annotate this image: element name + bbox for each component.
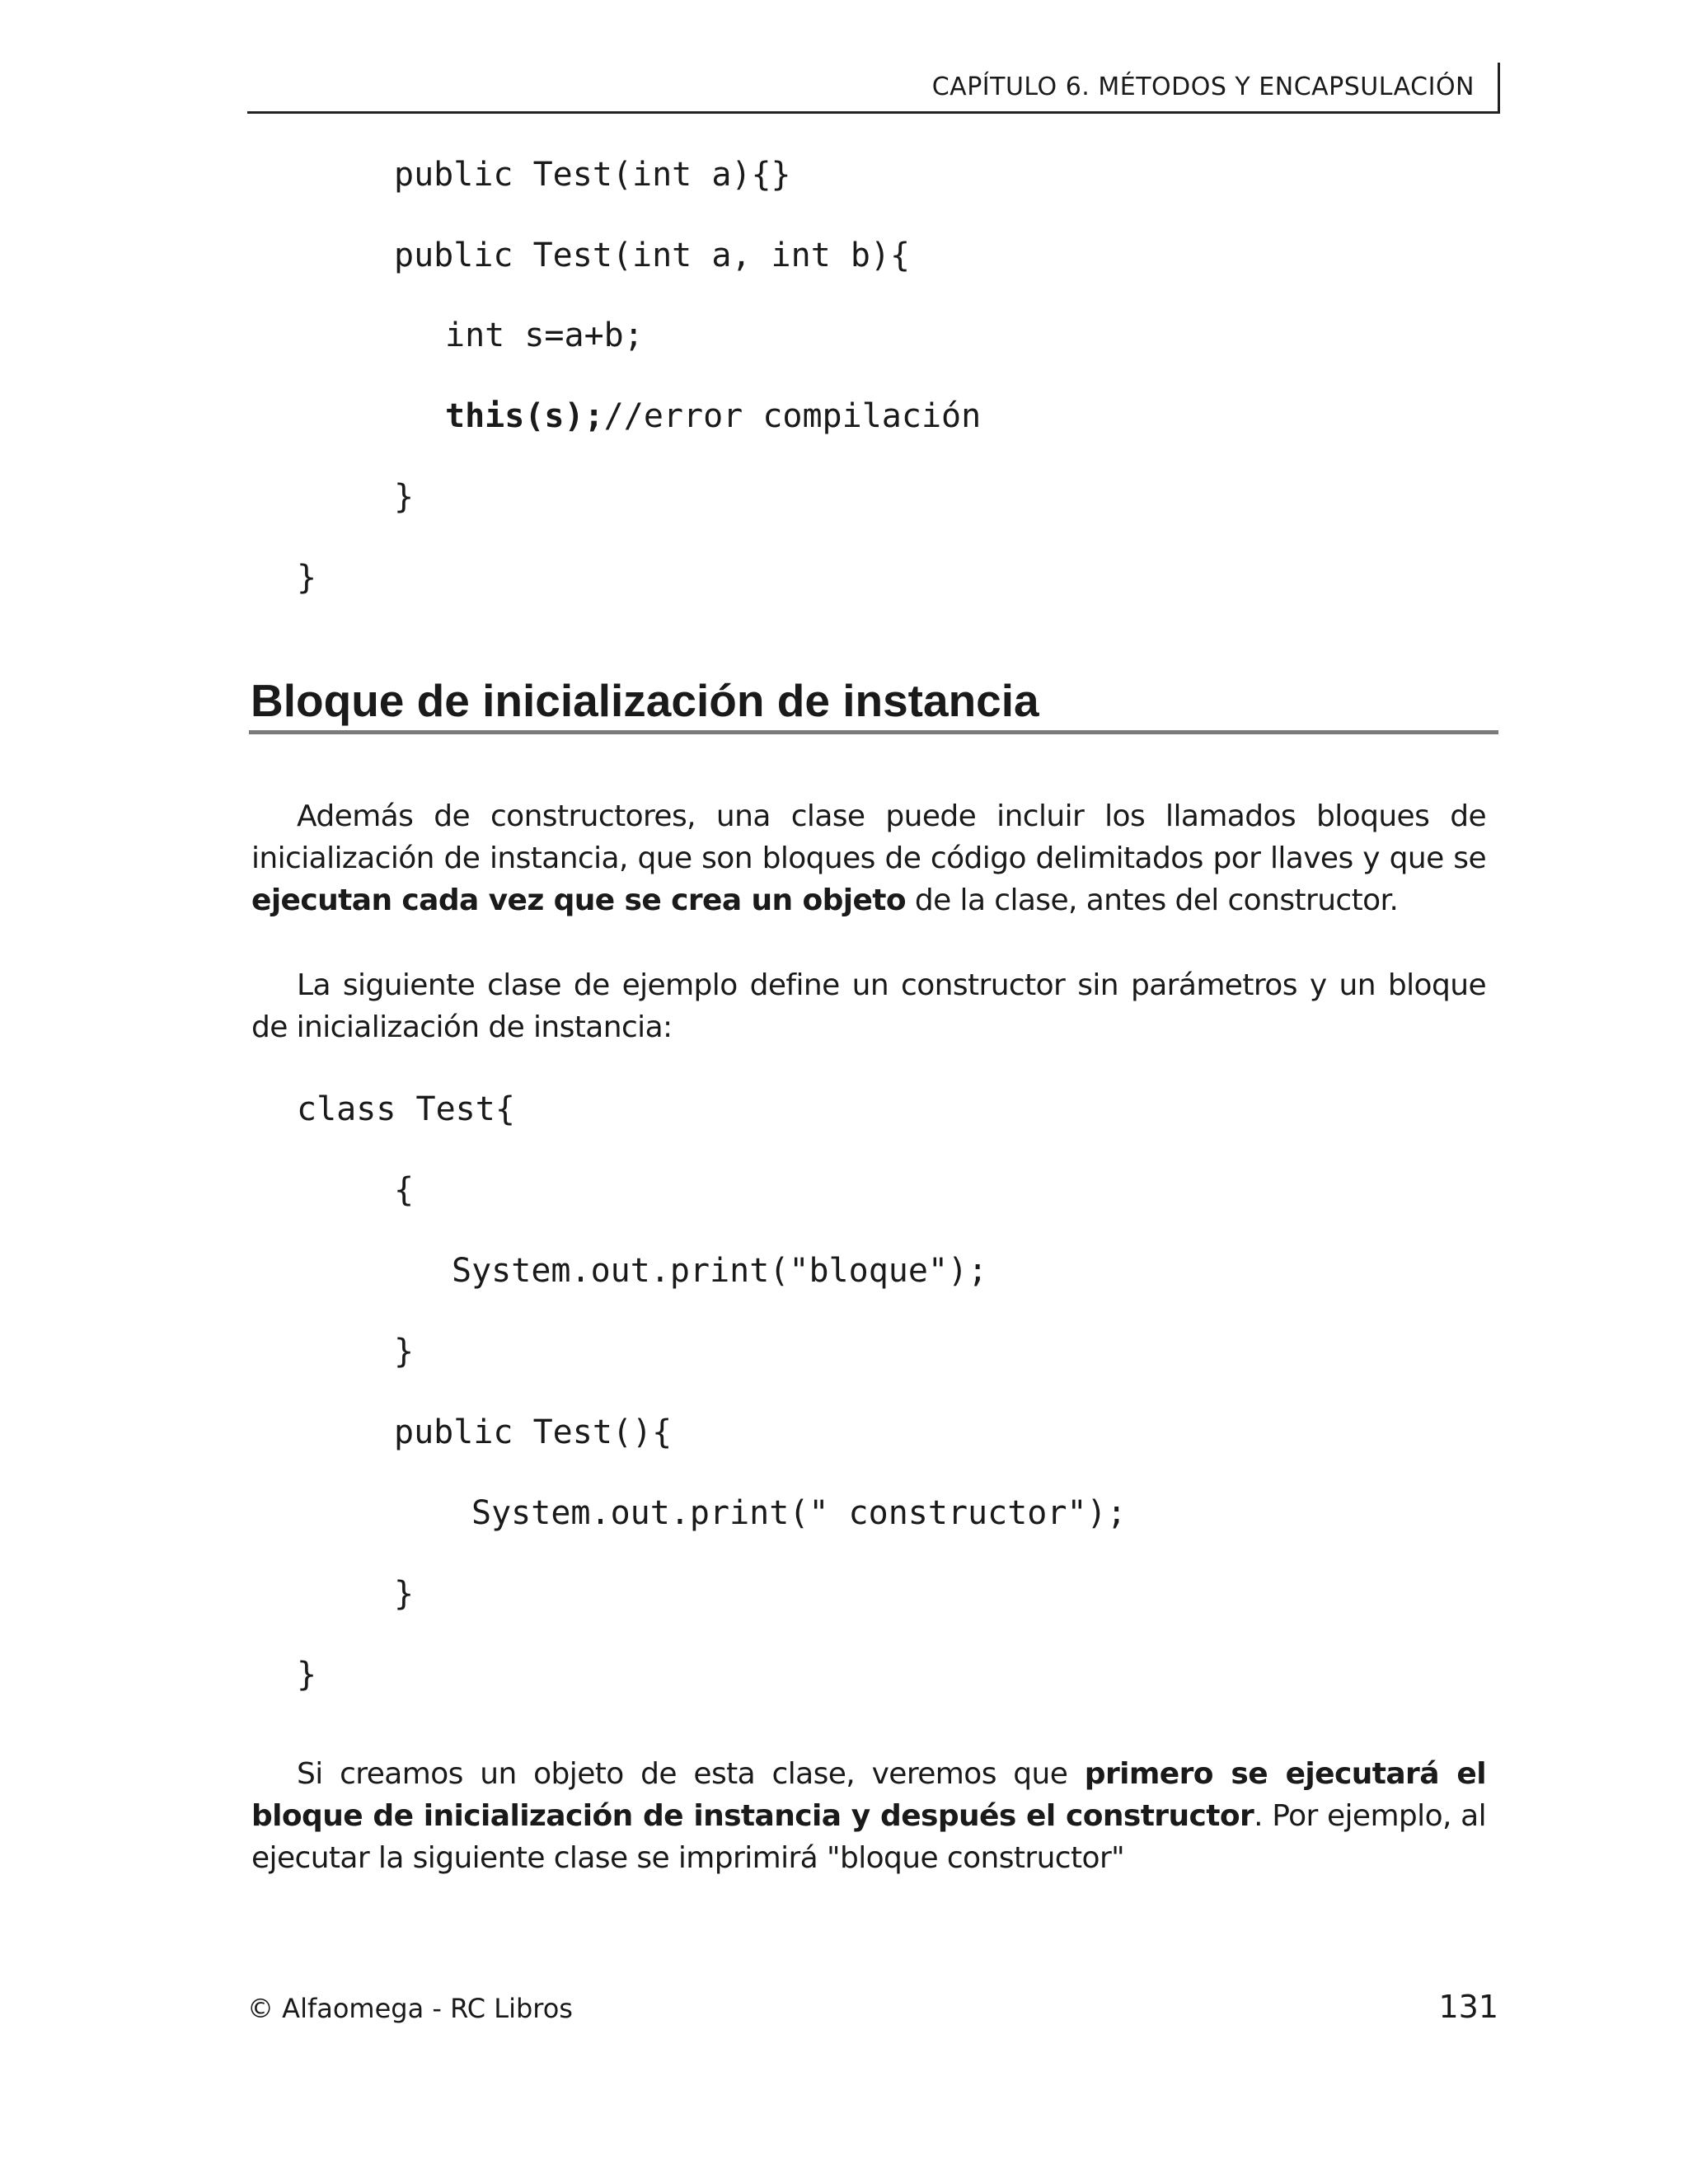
- code-line: public Test(int a, int b){: [394, 237, 911, 274]
- code-line: {: [394, 1171, 415, 1209]
- section-heading: Bloque de inicialización de instancia: [251, 675, 1039, 726]
- paragraph-text: Si creamos un objeto de esta clase, veremos que: [297, 1757, 1085, 1791]
- paragraph-text: . Por ejemplo, al ejecutar la siguiente clase se imprimirá "bloque constructor": [251, 1799, 1486, 1875]
- paragraph-emphasis: ejecutan cada vez que se crea un objeto: [251, 883, 907, 917]
- paragraph-text: La siguiente clase de ejemplo define un constructor sin parámetros y un bloque de inicialización de instancia:: [251, 968, 1486, 1044]
- paragraph: [251, 964, 1486, 1048]
- code-line: }: [297, 1656, 317, 1694]
- heading-underline: [249, 730, 1498, 734]
- code-comment: //error compilación: [603, 397, 982, 435]
- paragraph-text: de la clase, antes del constructor.: [906, 883, 1399, 917]
- code-line: }: [394, 1575, 415, 1613]
- footer-copyright: © Alfaomega - RC Libros: [247, 1993, 573, 2024]
- paragraph-emphasis: primero se ejecutará el bloque de inicialización de instancia y después el constructor: [251, 1757, 1486, 1833]
- code-line: System.out.print(" constructor");: [471, 1494, 1127, 1532]
- paragraph: [251, 795, 1486, 921]
- code-line: }: [394, 478, 415, 516]
- code-line: }: [394, 1333, 415, 1371]
- paragraph: [251, 1753, 1486, 1879]
- running-header: [247, 63, 1500, 114]
- code-bold-call: this(s);: [445, 397, 604, 435]
- code-line: public Test(){: [394, 1413, 673, 1451]
- running-header-title: CAPÍTULO 6. MÉTODOS Y ENCAPSULACIÓN: [931, 73, 1475, 101]
- code-line: int s=a+b;: [445, 316, 644, 354]
- code-line: System.out.print("bloque");: [452, 1252, 988, 1290]
- code-line: }: [297, 559, 317, 597]
- code-line: [445, 396, 981, 436]
- paragraph-text: Además de constructores, una clase puede incluir los llamados bloques de inicialización de instancia, que son bloques de código delimitados por llaves y que se: [251, 799, 1486, 875]
- code-line: public Test(int a){}: [394, 156, 791, 194]
- page-number: 131: [1438, 1989, 1498, 2025]
- code-line: class Test{: [297, 1090, 515, 1128]
